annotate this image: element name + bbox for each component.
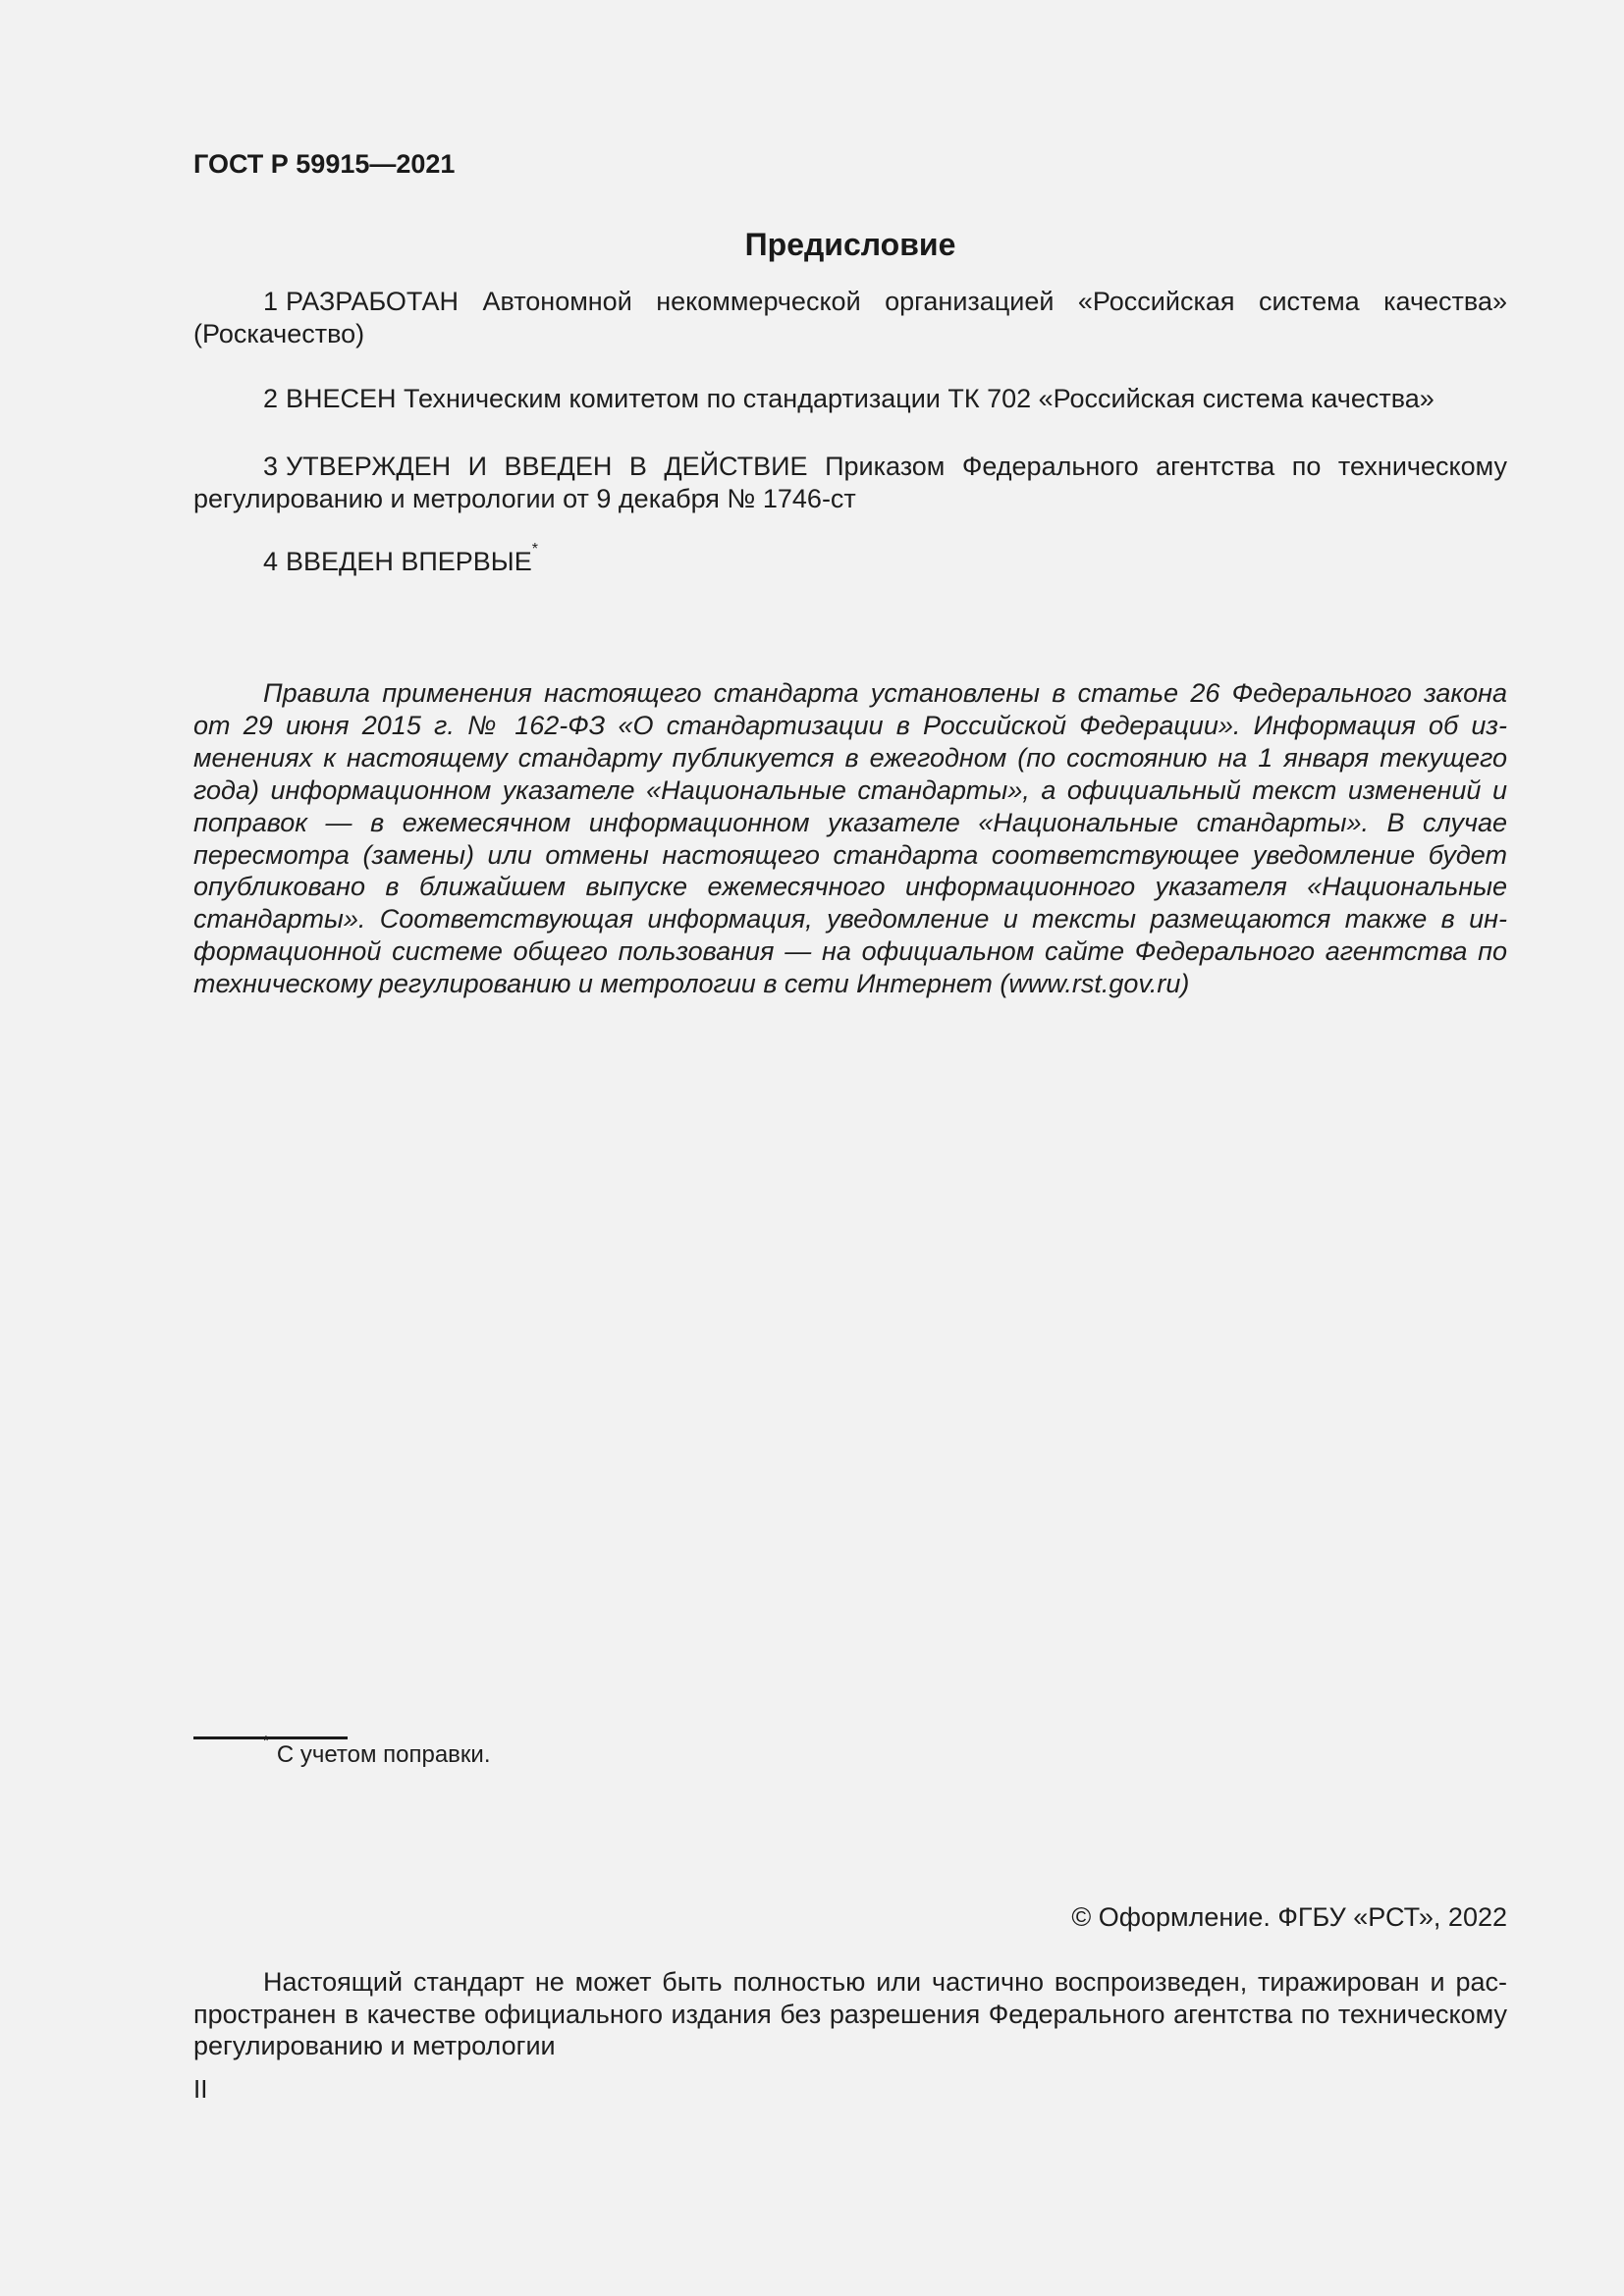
preface-title: Предисловие [744,227,956,262]
preface-item-1 [193,286,1507,350]
page-number: II [193,2074,208,2104]
footnote-mark: * [263,1733,269,1749]
preface-item-number: 4 [263,547,279,576]
preface-item-number: 1 [263,287,279,316]
standard-rules-paragraph: Правила применения настоящего стандарта установлены в статье 26 Федерального закона от 29 июня 2015 г. № 162-ФЗ «О стандартизации в Российской Федерации». Информация об изменениях к настоящему стандарту публикуется в ежегодном (по состоянию на 1 января текущего года) информационном указателе «Национальные стандарты», а официальный текст изменений и поправок — в ежемесячном информационном указателе «Национальные стандарты». В случае пересмотра (замены) или отмены настоящего стандарта соответствующее уведомление будет опубликовано в ближайшем выпуске ежемесячного информационного указателя «Национальные стандарты». Соответствующая информация, уведомление и тексты размещаются также в информационной системе общего пользования — на официальном сайте Федерального агентства по техническому регулированию и метрологии в сети Интернет (www.rst.gov.ru) [193,678,1507,999]
footnote-reference-mark: * [531,541,538,558]
copyright-line: © Оформление. ФГБУ «РСТ», 2022 [1071,1902,1507,1932]
preface-item-text: ВНЕСЕН Техническим комитетом по стандартизации ТК 702 «Российская система качества» [286,384,1435,413]
preface-item-number: 2 [263,384,279,413]
preface-item-4 [193,541,1507,578]
footnote [263,1733,491,1771]
preface-item-2 [193,383,1507,415]
footnote-text: С учетом поправки. [276,1741,491,1768]
standard-code: ГОСТ Р 59915—2021 [193,149,456,179]
reproduction-notice: Настоящий стандарт не может быть полностью или частично воспроизведен, тиражирован и распространен в качестве официального издания без разрешения Федерального агентства по техническому регулированию и метрологии [193,1967,1507,2060]
preface-item-number: 3 [263,452,279,481]
preface-item-text: ВВЕДЕН ВПЕРВЫЕ [286,547,532,576]
preface-item-text: РАЗРАБОТАН Автономной некоммерческой организацией «Российская система качества» (Роскачество) [193,287,1507,348]
preface-item-3 [193,451,1507,515]
preface-item-text: УТВЕРЖДЕН И ВВЕДЕН В ДЕЙСТВИЕ Приказом Федерального агентства по техническому регулированию и метрологии от 9 декабря № 1746-ст [193,452,1507,513]
